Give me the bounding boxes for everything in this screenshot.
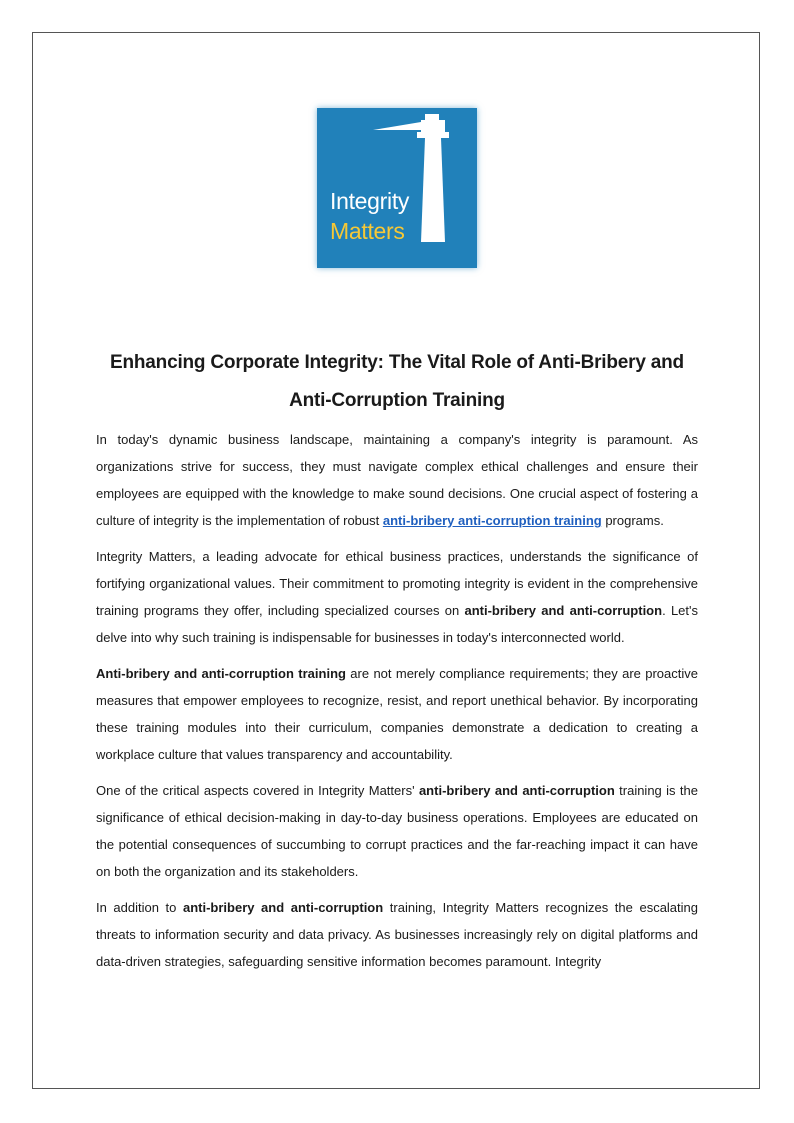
article-body (96, 426, 698, 984)
paragraph-4: One of the critical aspects covered in Integrity Matters' anti-bribery and anti-corruption training is the significance of ethical decision-making in day-to-day business operations. Employees are educated on the potential consequences of succumbing to corrupt practices and the far-reaching impact it can have on both the organization and its stakeholders. (96, 783, 698, 879)
paragraph-2: Integrity Matters, a leading advocate for ethical business practices, understands the significance of fortifying organizational values. Their commitment to promoting integrity is evident in the comprehensive training programs they offer, including specialized courses on anti-bribery and anti-corruption. Let's delve into why such training is indispensable for businesses in today's interconnected world. (96, 549, 699, 645)
paragraph-1: In today's dynamic business landscape, maintaining a company's integrity is paramount. As organizations strive for success, they must navigate complex ethical challenges and ensure their employees are equipped with the knowledge to make sound decisions. One crucial aspect of fostering a culture of integrity is the implementation of robust anti-bribery anti-corruption training programs. (96, 432, 698, 528)
logo-word-integrity: Integrity (330, 188, 410, 214)
logo-word-matters: Matters (330, 218, 405, 244)
page-title: Enhancing Corporate Integrity: The Vital Role of Anti-Bribery and Anti-Corruption Training (110, 352, 684, 411)
training-link[interactable]: anti-bribery anti-corruption training (382, 513, 602, 528)
integrity-matters-logo (317, 108, 477, 268)
paragraph-5: In addition to anti-bribery and anti-corruption training, Integrity Matters recognizes the escalating threats to information security and data privacy. As businesses increasingly rely on digital platforms and data-driven strategies, safeguarding sensitive information becomes paramount. Integrity (96, 900, 698, 969)
paragraph-3: Anti-bribery and anti-corruption training are not merely compliance requirements; they are proactive measures that empower employees to recognize, resist, and report unethical behavior. By incorporating these training modules into their curriculum, companies demonstrate a dedication to creating a workplace culture that values transparency and accountability. (96, 666, 699, 762)
